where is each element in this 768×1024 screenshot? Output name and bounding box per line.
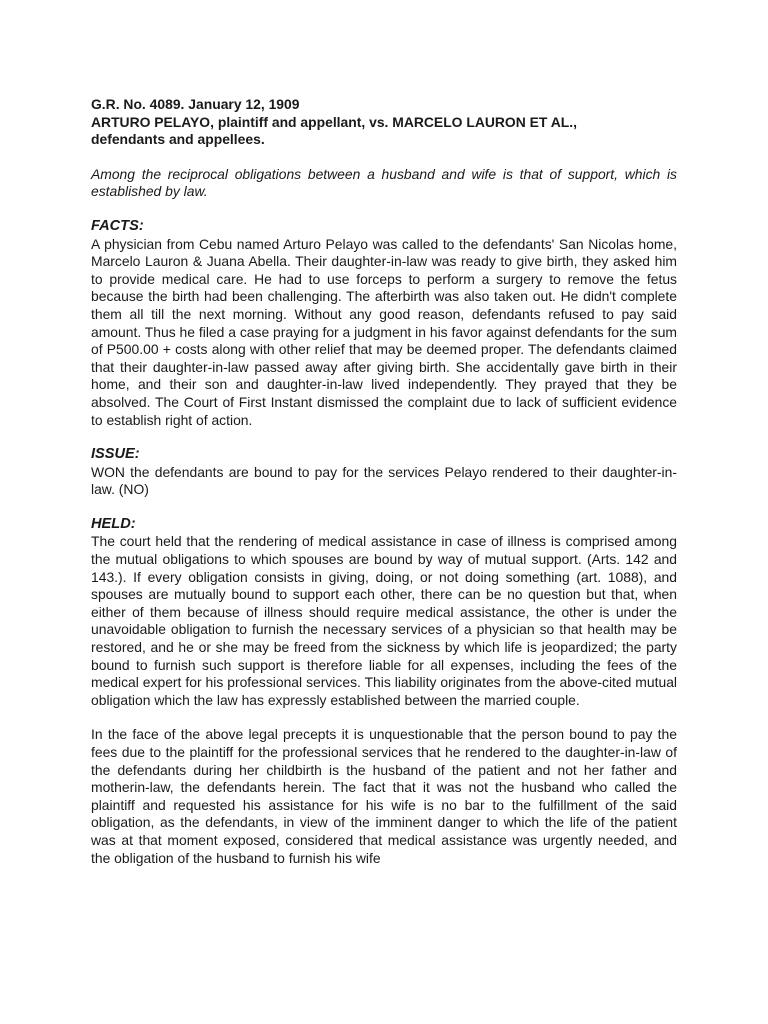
issue-heading: ISSUE: <box>91 446 140 463</box>
case-citation: G.R. No. 4089. January 12, 1909 <box>91 96 300 112</box>
case-title-line-1: ARTURO PELAYO, plaintiff and appellant, vs. MARCELO LAURON ET AL., <box>91 113 577 130</box>
doctrine-statement: Among the reciprocal obligations between a husband and wife is that of support, which is established by law. <box>91 165 677 200</box>
case-header <box>91 96 677 149</box>
held-paragraph-1: The court held that the rendering of medical assistance in case of illness is comprised among the mutual obligations to which spouses are bound by way of mutual support. (Arts. 142 and 143.). If every obligation consists in giving, doing, or not doing something (art. 1088), and spouses are mutually bound to support each other, there can be no question but that, when either of them because of illness should require medical assistance, the other is under the unavoidable obligation to furnish the necessary services of a physician so that health may be restored, and he or she may be freed from the sickness by which life is jeopardized; the party bound to furnish such support is therefore liable for all expenses, including the fees of the medical expert for his professional services. This liability originates from the above-cited mutual obligation which the law has expressly established between the married couple. <box>91 533 677 708</box>
issue-paragraph: WON the defendants are bound to pay for the services Pelayo rendered to their daughter-in-law. (NO) <box>91 463 677 498</box>
held-paragraph-2: In the face of the above legal precepts it is unquestionable that the person bound to pay the fees due to the plaintiff for the professional services that he rendered to the daughter-in-law of the defendants during her childbirth is the husband of the patient and not her father and motherin-law, the defendants herein. The fact that it was not the husband who called the plaintiff and requested his assistance for his wife is no bar to the fulfillment of the said obligation, as the defendants, in view of the imminent danger to which the life of the patient was at that moment exposed, considered that medical assistance was urgently needed, and the obligation of the husband to furnish his wife <box>91 726 677 866</box>
case-title-line-2: defendants and appellees. <box>91 131 265 148</box>
facts-heading: FACTS: <box>91 217 144 234</box>
facts-paragraph: A physician from Cebu named Arturo Pelayo was called to the defendants' San Nicolas home, Marcelo Lauron & Juana Abella. Their daughter-in-law was ready to give birth, they asked him to provide medical care. He had to use forceps to perform a surgery to remove the fetus because the birth had been challenging. The afterbirth was also taken out. He didn't complete them all till the next morning. Without any good reason, defendants refused to pay said amount. Thus he filed a case praying for a judgment in his favor against defendants for the sum of P500.00 + costs along with other relief that may be deemed proper. The defendants claimed that their daughter-in-law passed away after giving birth. She accidentally gave birth in their home, and their son and daughter-in-law lived independently. They prayed that they be absolved. The Court of First Instant dismissed the complaint due to lack of sufficient evidence to establish right of action. <box>91 235 677 428</box>
held-heading: HELD: <box>91 515 136 532</box>
